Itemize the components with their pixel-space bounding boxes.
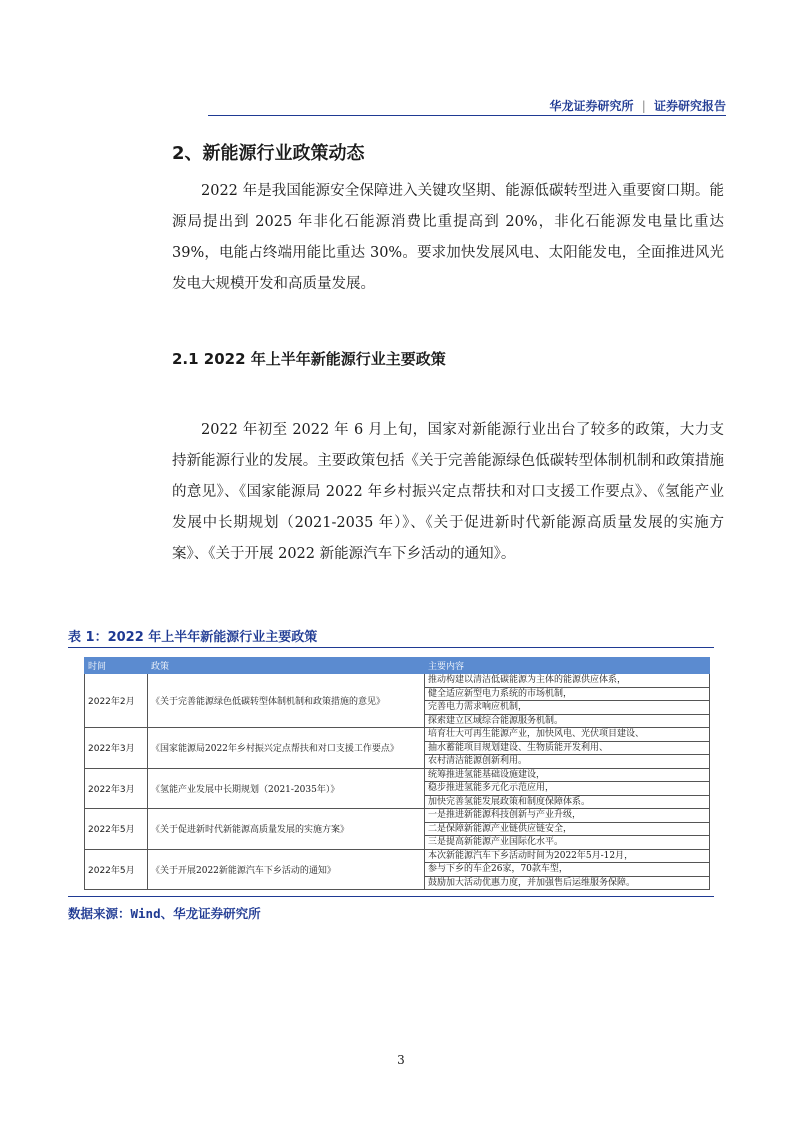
row-content: [425, 809, 710, 850]
content-line: 二是保障新能源产业链供应链安全，: [425, 823, 709, 837]
subsection-paragraph: 2022 年初至 2022 年 6 月上旬，国家对新能源行业出台了较多的政策，大力支持新能源行业的发展。主要政策包括《关于完善能源绿色低碳转型体制机制和政策措施的意见》、《国家能源局 2022 年乡村振兴定点帮扶和对口支援工作要点》、《氢能产业发展中长期规划（2021-2035 年）》、《关于促进新时代新能源高质量发展的实施方案》、《关于开展 2022 新能源汽车下乡活动的通知》。: [172, 422, 724, 562]
table-row: [85, 728, 710, 769]
content-line: 推动构建以清洁低碳能源为主体的能源供应体系，: [425, 674, 709, 688]
section-title: 2、新能源行业政策动态: [172, 143, 365, 164]
row-time: 2022年5月: [85, 809, 148, 850]
content-line: 加快完善氢能发展政策和制度保障体系。: [428, 796, 591, 807]
content-line: 三是提高新能源产业国际化水平。: [428, 837, 564, 847]
row-time: 2022年3月: [85, 728, 148, 769]
content-line: 本次新能源汽车下乡活动时间为2022年5月-12月，: [425, 850, 709, 864]
caption-divider: [68, 647, 714, 648]
table-row: [85, 809, 710, 850]
report-header: [550, 97, 726, 114]
table-row: [85, 674, 710, 728]
row-content: [425, 768, 710, 809]
content-line: 探索建立区域综合能源服务机制。: [428, 715, 564, 726]
header-separator: |: [641, 99, 646, 113]
table-header-row: [85, 658, 710, 674]
table-row: [85, 768, 710, 809]
content-line: 抽水蓄能项目规划建设、生物质能开发利用、: [425, 742, 709, 756]
content-line: 农村清洁能源创新利用。: [428, 756, 528, 766]
section-paragraph: 2022 年是我国能源安全保障进入关键攻坚期、能源低碳转型进入重要窗口期。能源局提出到 2025 年非化石能源消费比重提高到 20%，非化石能源发电量比重达 39%，电能占终端用能比重达 30%。要求加快发展风电、太阳能发电，全面推进风光发电大规模开发和高质量发展。: [172, 183, 724, 292]
row-policy: 《氢能产业发展中长期规划（2021-2035年）》: [148, 768, 425, 809]
source-divider: [68, 896, 714, 897]
table-body: [85, 674, 710, 890]
header-divider: [208, 115, 726, 116]
content-line: 培育壮大可再生能源产业，加快风电、光伏项目建设、: [425, 728, 709, 742]
content-line: 完善电力需求响应机制，: [425, 701, 709, 715]
policy-table: [84, 657, 710, 890]
row-time: 2022年5月: [85, 849, 148, 890]
header-policy: 政策: [148, 658, 425, 674]
header-org: 华龙证券研究所: [549, 99, 634, 113]
row-content: [425, 849, 710, 890]
content-line: 稳步推进氢能多元化示范应用，: [425, 782, 709, 796]
content-line: 一是推进新能源科技创新与产业升级，: [425, 809, 709, 823]
row-policy: 《关于完善能源绿色低碳转型体制机制和政策措施的意见》: [148, 674, 425, 728]
table-caption: 表 1：2022 年上半年新能源行业主要政策: [68, 630, 318, 645]
page-number: 3: [397, 1053, 405, 1067]
header-content: 主要内容: [425, 658, 710, 674]
row-content: [425, 728, 710, 769]
table-row: [85, 849, 710, 890]
content-line: 鼓励加大活动优惠力度，并加强售后运维服务保障。: [428, 877, 636, 888]
row-policy: 《关于促进新时代新能源高质量发展的实施方案》: [148, 809, 425, 850]
header-report-type: 证券研究报告: [653, 99, 726, 113]
content-line: 健全适应新型电力系统的市场机制，: [425, 688, 709, 702]
row-time: 2022年3月: [85, 768, 148, 809]
row-policy: 《国家能源局2022年乡村振兴定点帮扶和对口支援工作要点》: [148, 728, 425, 769]
data-source: 数据来源：Wind、华龙证券研究所: [68, 906, 261, 921]
row-time: 2022年2月: [85, 674, 148, 728]
row-policy: 《关于开展2022新能源汽车下乡活动的通知》: [148, 849, 425, 890]
content-line: 参与下乡的车企26家，70款车型，: [425, 863, 709, 877]
subsection-title: 2.1 2022 年上半年新能源行业主要政策: [172, 350, 446, 368]
header-time: 时间: [85, 658, 148, 674]
content-line: 统筹推进氢能基础设施建设，: [425, 769, 709, 783]
row-content: [425, 674, 710, 728]
